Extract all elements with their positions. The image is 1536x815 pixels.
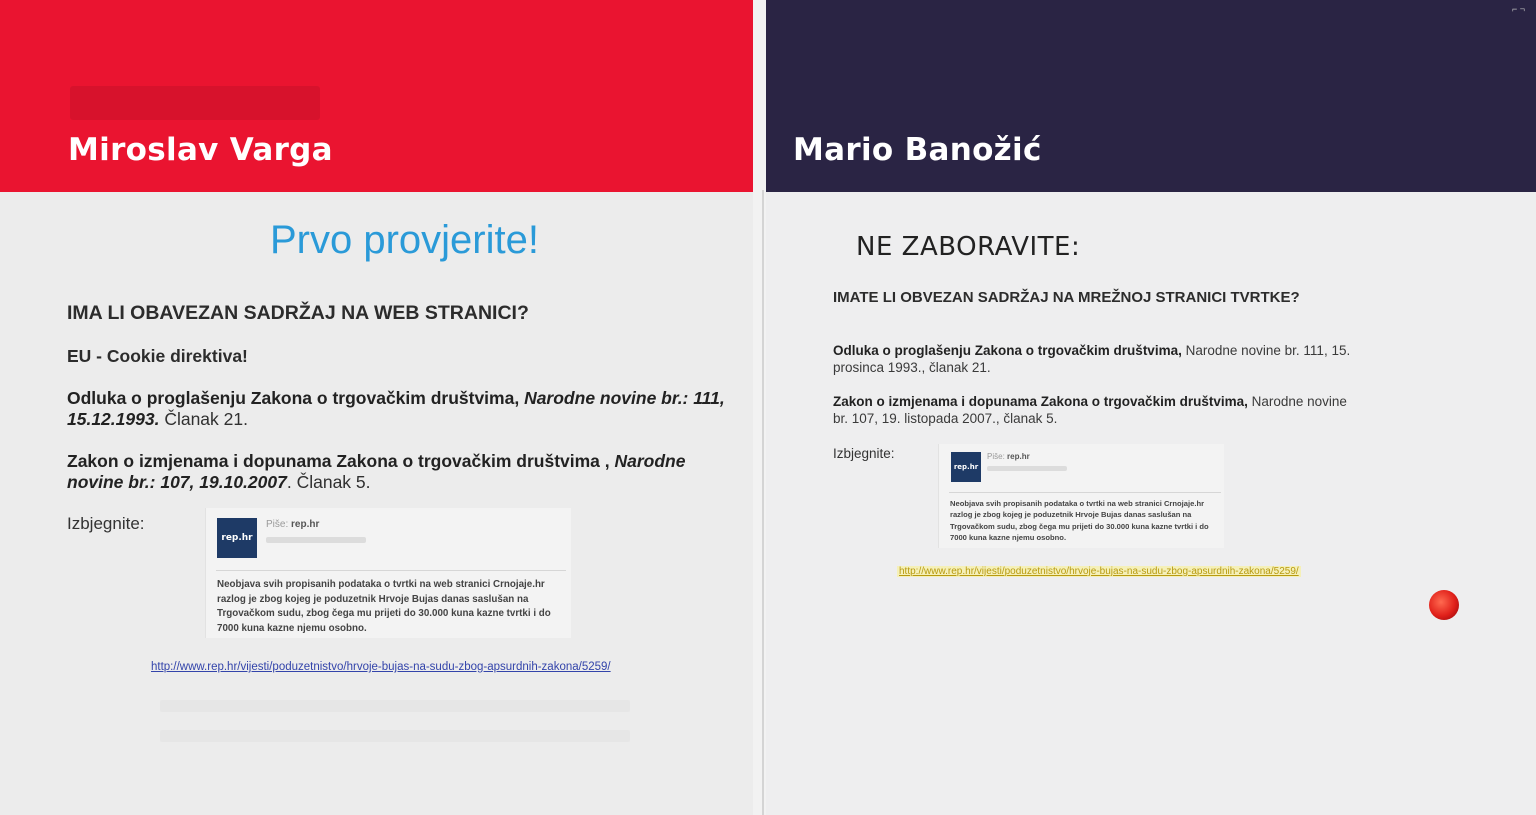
law-2-title: Zakon o izmjenama i dopunama Zakona o trgovačkim društvima , <box>67 451 615 471</box>
law-2-article: . Članak 5. <box>286 472 371 492</box>
law-2-gazette: Narodne novine br. 107, 19. listopada 2007., članak 5. <box>833 394 1347 426</box>
speaker-banner-left <box>0 0 753 192</box>
laser-pointer-dot <box>1429 590 1459 620</box>
law-1-gazette: Narodne novine br. 111, 15. prosinca 1993., članak 21. <box>833 343 1351 375</box>
faded-line <box>160 700 630 712</box>
news-snippet-right <box>938 444 1224 548</box>
right-video-tile <box>766 0 1536 815</box>
fullscreen-icon[interactable]: ⌐ ¬ <box>1512 4 1526 14</box>
avoid-label-left: Izbjegnite: <box>67 514 145 533</box>
news-source-prefix: Piše: <box>987 452 1008 461</box>
news-date-placeholder <box>266 537 366 543</box>
news-source-prefix: Piše: <box>266 519 292 530</box>
news-divider <box>216 570 566 571</box>
cookie-directive-text: EU - Cookie direktiva! <box>67 346 248 366</box>
news-text: Neobjava svih propisanih podataka o tvrtki na web stranici Crnojaje.hr razlog je zbog kojeg je poduzetnik Hrvoje Bujas danas saslušan na Trgovačkom sudu, zbog čega mu prijeti do 30.000 kuna kazne tvrtki i do 7000 kuna kazne njemu osobno. <box>217 579 551 634</box>
news-source <box>987 452 1030 461</box>
article-link-left[interactable]: http://www.rep.hr/vijesti/poduzetnistvo/hrvoje-bujas-na-sudu-zbog-apsurdnih-zakona/5259/ <box>151 661 611 673</box>
news-text: Neobjava svih propisanih podataka o tvrtki na web stranici Crnojaje.hr razlog je zbog kojeg je poduzetnik Hrvoje Bujas danas saslušan na Trgovačkom sudu, zbog čega mu prijeti do 30.000 kuna kazne tvrtki i do 7000 kuna kazne njemu osobno. <box>950 499 1209 542</box>
rep-logo: rep.hr <box>217 518 257 558</box>
law-1-title: Odluka o proglašenju Zakona o trgovačkim društvima, <box>833 343 1182 358</box>
news-source-name: rep.hr <box>1007 452 1030 461</box>
law-1-right <box>833 342 1353 376</box>
slide-title-left: Prvo provjerite! <box>270 218 539 262</box>
article-link-right[interactable]: http://www.rep.hr/vijesti/poduzetnistvo/hrvoje-bujas-na-sudu-zbog-apsurdnih-zakona/5259/ <box>899 566 1299 577</box>
law-2-left <box>67 451 739 493</box>
banner-watermark <box>70 86 320 120</box>
law-1-title: Odluka o proglašenju Zakona o trgovačkim društvima, <box>67 388 525 408</box>
tile-divider <box>753 0 766 815</box>
law-2-right <box>833 393 1353 427</box>
law-2-title: Zakon o izmjenama i dopunama Zakona o trgovačkim društvima, <box>833 394 1248 409</box>
news-source-name: rep.hr <box>291 519 320 530</box>
slide-question-left: IMA LI OBAVEZAN SADRŽAJ NA WEB STRANICI? <box>67 302 529 324</box>
avoid-label-right: Izbjegnite: <box>833 446 895 461</box>
speaker-name-left: Miroslav Varga <box>68 132 333 168</box>
news-date-placeholder <box>987 466 1067 471</box>
speaker-name-right: Mario Banožić <box>793 132 1042 168</box>
rep-logo: rep.hr <box>951 452 981 482</box>
slide-title-right: NE ZABORAVITE: <box>856 232 1081 262</box>
news-source <box>266 519 319 530</box>
law-1-gazette: Narodne novine br.: 111, 15.12.1993. <box>67 388 725 429</box>
slide-question-right: IMATE LI OBVEZAN SADRŽAJ NA MREŽNOJ STRANICI TVRTKE? <box>833 289 1300 306</box>
faded-line <box>160 730 630 742</box>
news-divider <box>949 492 1221 493</box>
law-1-left <box>67 388 739 430</box>
law-2-gazette: Narodne novine br.: 107, 19.10.2007 <box>67 451 686 492</box>
news-snippet-left <box>205 508 571 638</box>
left-video-tile <box>0 0 753 815</box>
speaker-banner-right <box>766 0 1536 192</box>
law-1-article: Članak 21. <box>159 409 248 429</box>
